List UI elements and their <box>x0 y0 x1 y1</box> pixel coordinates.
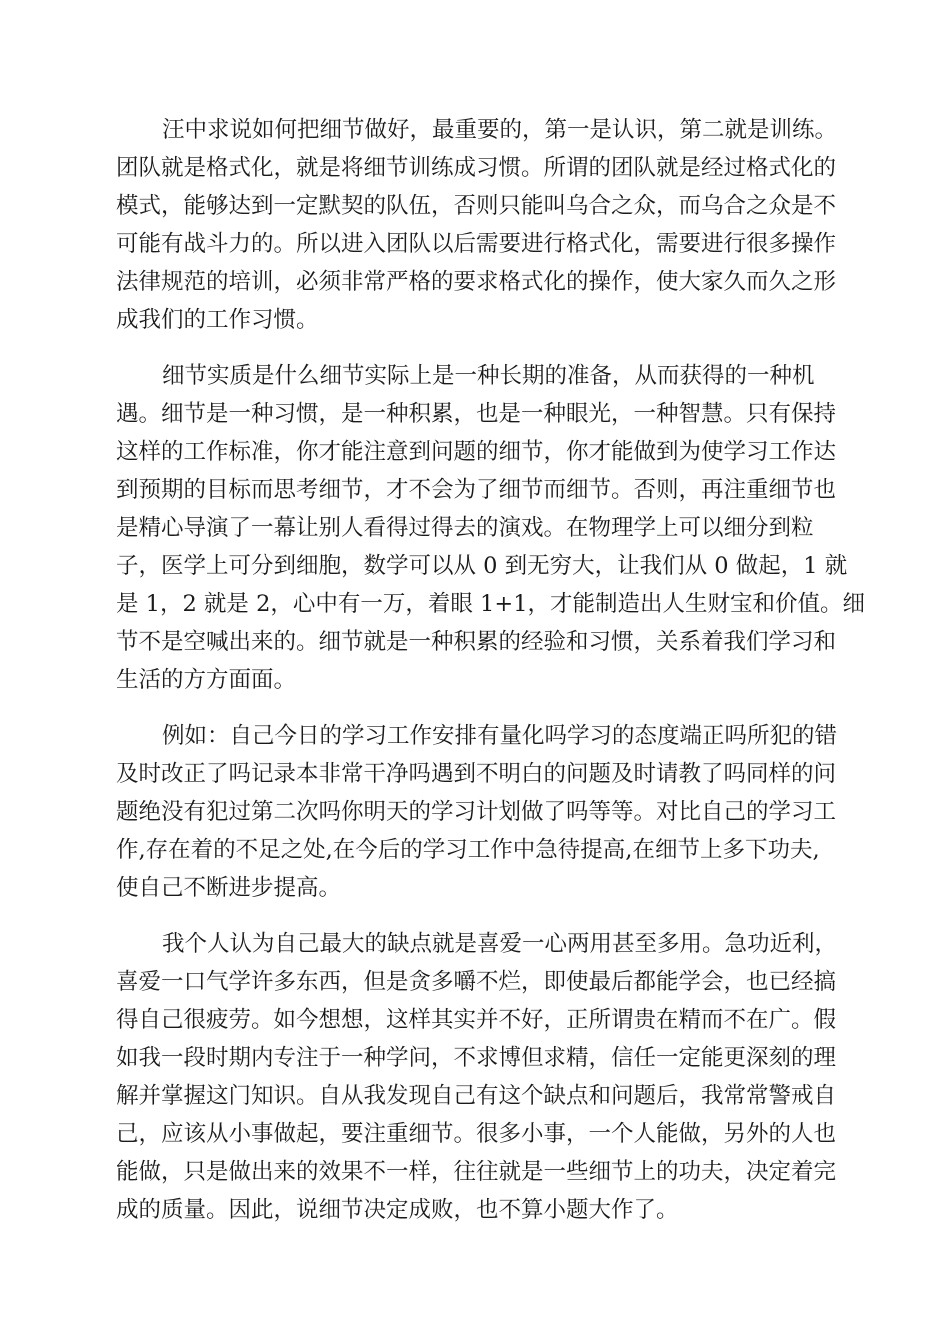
paragraph-1-line-4: 可能有战斗力的。所以进入团队以后需要进行格式化，需要进行很多操作 <box>116 231 837 257</box>
paragraph-2-line-3: 这样的工作标准，你才能注意到问题的细节，你才能做到为使学习工作达 <box>116 439 837 465</box>
paragraph-2-line-9: 生活的方方面面。 <box>116 667 297 693</box>
paragraph-4-line-2: 喜爱一口气学许多东西，但是贪多嚼不烂，即使最后都能学会，也已经搞 <box>116 969 837 995</box>
paragraph-2-line-1: 细节实质是什么细节实际上是一种长期的准备，从而获得的一种机 <box>162 363 815 389</box>
paragraph-4-line-8: 成的质量。因此，说细节决定成败，也不算小题大作了。 <box>116 1197 679 1223</box>
paragraph-3-line-4: 作,存在着的不足之处,在今后的学习工作中急待提高,在细节上多下功夫, <box>116 837 820 863</box>
paragraph-3-line-3: 题绝没有犯过第二次吗你明天的学习计划做了吗等等。对比自己的学习工 <box>116 799 837 825</box>
paragraph-2-line-6: 子，医学上可分到细胞，数学可以从 0 到无穷大，让我们从 0 做起，1 就 <box>116 553 848 579</box>
paragraph-1-line-5: 法律规范的培训，必须非常严格的要求格式化的操作，使大家久而久之形 <box>116 269 837 295</box>
paragraph-1-line-3: 模式，能够达到一定默契的队伍，否则只能叫乌合之众，而乌合之众是不 <box>116 193 837 219</box>
paragraph-2-line-2: 遇。细节是一种习惯，是一种积累，也是一种眼光，一种智慧。只有保持 <box>116 401 837 427</box>
paragraph-4-line-7: 能做，只是做出来的效果不一样，往往就是一些细节上的功夫，决定着完 <box>116 1159 837 1185</box>
paragraph-4-line-3: 得自己很疲劳。如今想想，这样其实并不好，正所谓贵在精而不在广。假 <box>116 1007 837 1033</box>
paragraph-1-line-2: 团队就是格式化，就是将细节训练成习惯。所谓的团队就是经过格式化的 <box>116 155 837 181</box>
paragraph-2-line-8: 节不是空喊出来的。细节就是一种积累的经验和习惯，关系着我们学习和 <box>116 629 837 655</box>
paragraph-4-line-5: 解并掌握这门知识。自从我发现自己有这个缺点和问题后，我常常警戒自 <box>116 1083 837 1109</box>
paragraph-4-line-4: 如我一段时期内专注于一种学问，不求博但求精，信任一定能更深刻的理 <box>116 1045 837 1071</box>
paragraph-1-line-6: 成我们的工作习惯。 <box>116 307 319 333</box>
paragraph-3-line-5: 使自己不断进步提高。 <box>116 875 342 901</box>
paragraph-2-line-7: 是 1，2 就是 2，心中有一万，着眼 1+1，才能制造出人生财宝和价值。细 <box>116 591 866 617</box>
paragraph-2-line-4: 到预期的目标而思考细节，才不会为了细节而细节。否则，再注重细节也 <box>116 477 837 503</box>
paragraph-4-line-6: 己，应该从小事做起，要注重细节。很多小事，一个人能做，另外的人也 <box>116 1121 837 1147</box>
paragraph-3-line-1: 例如：自己今日的学习工作安排有量化吗学习的态度端正吗所犯的错 <box>162 723 838 749</box>
paragraph-1-line-1: 汪中求说如何把细节做好，最重要的，第一是认识，第二就是训练。 <box>162 117 838 143</box>
paragraph-2-line-5: 是精心导演了一幕让别人看得过得去的演戏。在物理学上可以细分到粒 <box>116 515 814 541</box>
paragraph-3-line-2: 及时改正了吗记录本非常干净吗遇到不明白的问题及时请教了吗同样的问 <box>116 761 837 787</box>
paragraph-4-line-1: 我个人认为自己最大的缺点就是喜爱一心两用甚至多用。急功近利， <box>162 931 838 957</box>
